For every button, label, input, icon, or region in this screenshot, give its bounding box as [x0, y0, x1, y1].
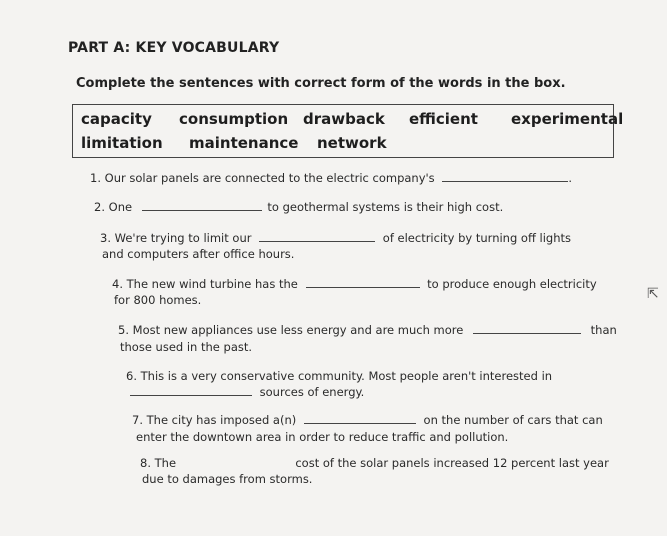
- sentence-4-line-1: [112, 277, 597, 291]
- sentence-2: [94, 200, 503, 214]
- sentence-4-line-2: for 800 homes.: [114, 293, 202, 307]
- word-maintenance: maintenance: [189, 134, 299, 152]
- sentence-6-line-2: [130, 385, 364, 399]
- answer-blank[interactable]: [442, 171, 568, 182]
- sentence-number: 8.: [140, 456, 151, 470]
- word-experimental: experimental: [511, 110, 624, 128]
- arrow-cursor-icon: ⇱: [647, 286, 659, 302]
- sentence-8-line-2: due to damages from storms.: [142, 472, 313, 486]
- sentence-text: The: [154, 456, 177, 470]
- sentence-number: 1.: [90, 171, 101, 185]
- sentence-number: 2.: [94, 200, 105, 214]
- page-title: PART A: KEY VOCABULARY: [68, 40, 280, 56]
- sentence-text: of electricity by turning off lights: [382, 231, 572, 245]
- sentence-number: 5.: [118, 323, 129, 337]
- sentence-text: on the number of cars that can: [423, 413, 603, 427]
- word-network: network: [317, 134, 387, 152]
- sentence-text: We're trying to limit our: [114, 231, 252, 245]
- sentence-number: 6.: [126, 369, 137, 383]
- sentence-3-line-1: [100, 231, 571, 245]
- sentence-number: 4.: [112, 277, 123, 291]
- word-box: [72, 104, 624, 158]
- answer-blank[interactable]: [304, 413, 416, 424]
- word-limitation: limitation: [81, 134, 163, 152]
- sentence-text: sources of energy.: [259, 385, 365, 399]
- sentence-number: 3.: [100, 231, 111, 245]
- answer-blank[interactable]: [473, 323, 581, 334]
- sentence-number: 7.: [132, 413, 143, 427]
- sentence-text: Most new appliances use less energy and are much more: [132, 323, 464, 337]
- word-efficient: efficient: [409, 110, 478, 128]
- sentence-text: This is a very conservative community. Most people aren't interested in: [140, 369, 553, 383]
- sentence-text: to produce enough electricity: [427, 277, 597, 291]
- sentence-8-line-1: [140, 456, 609, 470]
- answer-blank[interactable]: [130, 385, 252, 396]
- answer-blank[interactable]: [259, 231, 375, 242]
- sentence-text: .: [568, 171, 572, 185]
- sentence-1: [90, 171, 572, 185]
- word-capacity: capacity: [81, 110, 152, 128]
- answer-blank[interactable]: [142, 200, 262, 211]
- instructions: Complete the sentences with correct form of the words in the box.: [76, 76, 566, 91]
- sentence-5-line-1: [118, 323, 617, 337]
- sentence-text: The new wind turbine has the: [126, 277, 298, 291]
- sentence-7-line-1: [132, 413, 603, 427]
- answer-blank[interactable]: [306, 277, 420, 288]
- sentence-7-line-2: enter the downtown area in order to reduce traffic and pollution.: [136, 430, 509, 444]
- sentence-text: The city has imposed a(n): [146, 413, 297, 427]
- sentence-text: than: [590, 323, 617, 337]
- sentence-5-line-2: those used in the past.: [120, 340, 253, 354]
- sentence-text: Our solar panels are connected to the electric company's: [104, 171, 435, 185]
- word-drawback: drawback: [303, 110, 385, 128]
- sentence-6-line-1: [126, 369, 552, 383]
- word-consumption: consumption: [179, 110, 289, 128]
- sentence-text: One: [108, 200, 133, 214]
- sentence-text: to geothermal systems is their high cost.: [267, 200, 504, 214]
- sentence-text: cost of the solar panels increased 12 percent last year: [295, 456, 609, 470]
- sentence-3-line-2: and computers after office hours.: [102, 247, 295, 261]
